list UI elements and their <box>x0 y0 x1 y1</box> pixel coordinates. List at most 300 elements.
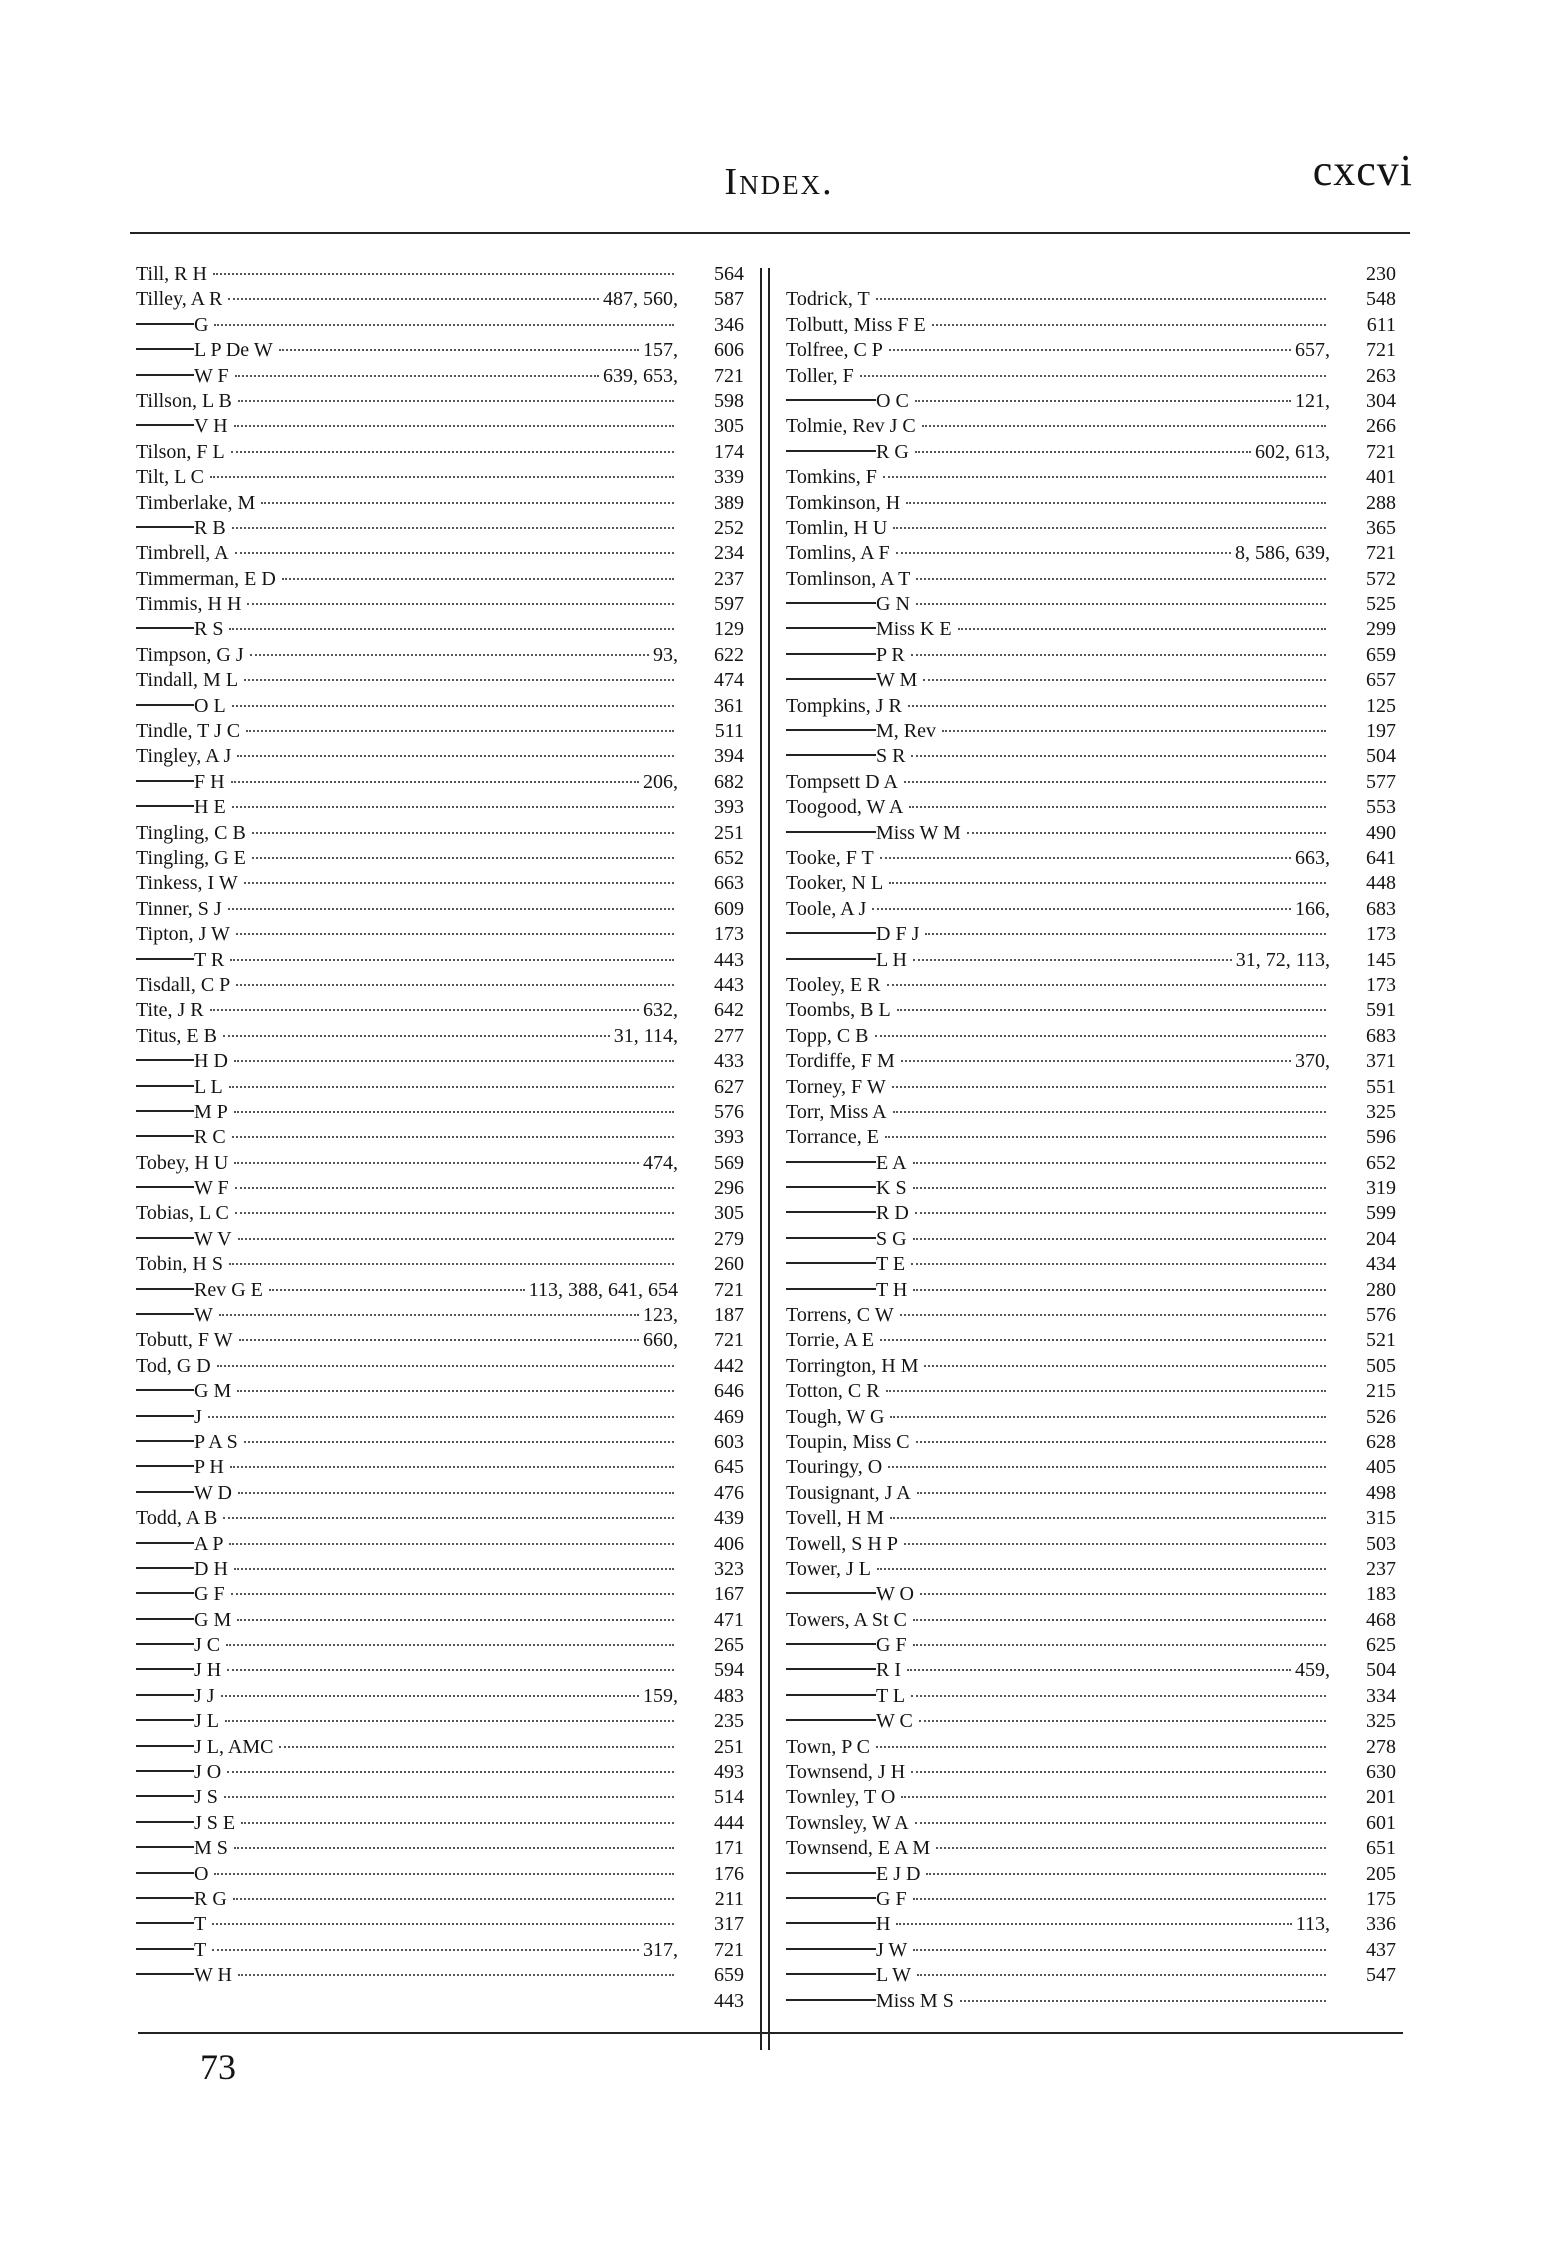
entry-name-text: J L <box>194 1710 219 1733</box>
dot-leader <box>893 526 1326 529</box>
index-entry <box>136 1278 744 1303</box>
index-entry <box>136 465 744 490</box>
entry-name-text: J J <box>194 1684 215 1707</box>
index-column-left <box>136 262 744 2014</box>
dot-leader <box>225 1719 674 1722</box>
entry-page: 611 <box>1366 313 1396 336</box>
entry-name <box>786 465 879 490</box>
entry-name-text: Towers, A St C <box>786 1608 907 1631</box>
entry-page: 448 <box>1366 872 1396 895</box>
entry-page: 288 <box>1366 491 1396 514</box>
entry-name-text: Tindle, T J C <box>136 720 241 743</box>
index-entry <box>136 770 744 795</box>
dot-leader <box>214 1872 674 1875</box>
entry-name <box>786 491 902 516</box>
entry-page: 551 <box>1366 1075 1396 1098</box>
index-entry <box>136 262 744 287</box>
entry-extra-pages: 123, <box>643 1304 678 1327</box>
ditto-dash <box>136 779 194 782</box>
entry-name-text: Tooker, N L <box>786 872 884 895</box>
index-entry <box>786 1633 1396 1658</box>
entry-name <box>786 1862 922 1887</box>
entry-page: 503 <box>1366 1532 1396 1555</box>
entry-name-text: Townley, T O <box>786 1786 896 1809</box>
entry-page: 663 <box>714 872 744 895</box>
entry-name-text: W V <box>194 1227 232 1250</box>
entry-name <box>136 1963 234 1988</box>
entry-name <box>786 973 883 998</box>
entry-name-text: O C <box>876 389 909 412</box>
entry-page: 483 <box>714 1684 744 1707</box>
index-entry <box>786 1836 1396 1861</box>
dot-leader <box>915 450 1251 453</box>
ditto-dash <box>136 1820 194 1823</box>
ditto-dash <box>136 957 194 960</box>
dot-leader <box>900 1313 1326 1316</box>
entry-page: 469 <box>714 1405 744 1428</box>
entry-name <box>786 440 911 465</box>
entry-name-text: Toupin, Miss C <box>786 1430 910 1453</box>
entry-page: 443 <box>714 948 744 971</box>
entry-name <box>136 1405 204 1430</box>
index-entry <box>136 1811 744 1836</box>
entry-name-text: Townsend, J H <box>786 1761 906 1784</box>
entry-name <box>136 1658 223 1683</box>
index-entry <box>136 313 744 338</box>
entry-extra-pages: 639, 653, <box>603 364 678 387</box>
entry-name <box>786 1252 907 1277</box>
entry-name <box>786 1811 911 1836</box>
entry-name <box>786 1379 882 1404</box>
entry-page: 129 <box>714 618 744 641</box>
dot-leader <box>282 577 674 580</box>
entry-page: 251 <box>714 821 744 844</box>
index-entry <box>786 948 1396 973</box>
index-entry <box>136 1912 744 1937</box>
dot-leader <box>223 1034 610 1037</box>
dot-leader <box>913 1948 1326 1951</box>
entry-page: 442 <box>714 1354 744 1377</box>
entry-page: 439 <box>714 1507 744 1530</box>
entry-name-text: M, Rev <box>876 720 936 743</box>
index-entry <box>786 567 1396 592</box>
dot-leader <box>234 1846 674 1849</box>
dot-leader <box>876 1745 1326 1748</box>
dot-leader <box>219 1313 639 1316</box>
dot-leader <box>229 1542 674 1545</box>
entry-page: 252 <box>714 516 744 539</box>
entry-name-text: Titus, E B <box>136 1024 217 1047</box>
dot-leader <box>246 729 674 732</box>
entry-name <box>786 1938 909 1963</box>
entry-page: 622 <box>714 643 744 666</box>
index-entry <box>136 1430 744 1455</box>
entry-name <box>136 973 232 998</box>
dot-leader <box>917 1491 1326 1494</box>
dot-leader <box>223 1516 674 1519</box>
entry-page: 204 <box>1366 1227 1396 1250</box>
entry-name-text: W C <box>876 1710 913 1733</box>
dot-leader <box>913 1618 1326 1621</box>
index-entry <box>136 1100 744 1125</box>
entry-name <box>786 1075 888 1100</box>
entry-name <box>786 1912 892 1937</box>
ditto-dash <box>786 1947 876 1950</box>
dot-leader <box>238 1491 674 1494</box>
entry-name-text: Tobutt, F W <box>136 1329 233 1352</box>
entry-name-text: A P <box>194 1532 224 1555</box>
index-entry <box>786 1532 1396 1557</box>
entry-page: 659 <box>714 1964 744 1987</box>
entry-page: 263 <box>1366 364 1396 387</box>
entry-extra-pages: 8, 586, 639, <box>1235 542 1330 565</box>
dot-leader <box>236 983 674 986</box>
ditto-dash <box>786 1896 876 1899</box>
dot-leader <box>915 1821 1326 1824</box>
entry-page: 176 <box>714 1862 744 1885</box>
entry-page: 641 <box>1366 846 1396 869</box>
entry-page: 657 <box>1366 669 1396 692</box>
entry-page: 173 <box>1366 973 1396 996</box>
dot-leader <box>889 881 1326 884</box>
entry-extra-pages: 660, <box>643 1329 678 1352</box>
index-entry <box>136 1303 744 1328</box>
dot-leader <box>208 1415 674 1418</box>
entry-name <box>136 1201 231 1226</box>
entry-name-text: Tinkess, I W <box>136 872 238 895</box>
index-entry <box>786 313 1396 338</box>
dot-leader <box>936 1846 1326 1849</box>
entry-extra-pages: 121, <box>1295 389 1330 412</box>
entry-name <box>786 998 893 1023</box>
entry-name-text: Timbrell, A <box>136 542 229 565</box>
index-entry <box>786 1278 1396 1303</box>
ditto-dash <box>136 1845 194 1848</box>
entry-name <box>136 1532 225 1557</box>
entry-name-text: P H <box>194 1456 224 1479</box>
dot-leader <box>232 805 674 808</box>
entry-name-text: Miss K E <box>876 618 952 641</box>
entry-name-text: R S <box>194 618 224 641</box>
index-entry <box>786 922 1396 947</box>
entry-name <box>786 338 885 363</box>
entry-name-text: H E <box>194 796 226 819</box>
entry-page: 476 <box>714 1481 744 1504</box>
dot-leader <box>235 1186 674 1189</box>
entry-page: 628 <box>1366 1430 1396 1453</box>
entry-name <box>786 617 954 642</box>
entry-name <box>786 1481 913 1506</box>
entry-name <box>786 364 856 389</box>
index-entry <box>786 1963 1396 1988</box>
entry-name <box>136 1125 228 1150</box>
entry-name <box>786 1735 872 1760</box>
ditto-dash <box>136 1972 194 1975</box>
dot-leader <box>234 424 674 427</box>
dot-leader <box>919 1719 1326 1722</box>
entry-page: 547 <box>1366 1964 1396 1987</box>
index-entry <box>136 414 744 439</box>
entry-name-text: H D <box>194 1050 228 1073</box>
entry-page: 511 <box>714 720 744 743</box>
index-entry <box>136 1658 744 1683</box>
index-entry <box>786 1557 1396 1582</box>
index-entry <box>786 1405 1396 1430</box>
dot-leader <box>911 1770 1326 1773</box>
ditto-dash <box>136 1744 194 1747</box>
index-entry <box>136 1582 744 1607</box>
entry-name-text: E A <box>876 1151 907 1174</box>
entry-name <box>786 1506 886 1531</box>
entry-name-text: L H <box>876 948 907 971</box>
entry-name <box>136 1379 233 1404</box>
index-entry <box>136 440 744 465</box>
entry-name-text: H <box>876 1913 891 1936</box>
entry-name <box>136 1862 210 1887</box>
entry-name-text: Tomlin, H U <box>786 516 888 539</box>
ditto-dash <box>136 1871 194 1874</box>
dot-leader <box>876 297 1326 300</box>
ditto-dash <box>786 677 876 680</box>
entry-page: 576 <box>714 1100 744 1123</box>
ditto-dash <box>786 830 876 833</box>
entry-page: 235 <box>714 1710 744 1733</box>
ditto-dash <box>136 1794 194 1797</box>
entry-name-text: W M <box>876 669 918 692</box>
entry-name-text: J S <box>194 1786 218 1809</box>
dot-leader <box>247 602 674 605</box>
entry-name-text: M P <box>194 1100 228 1123</box>
entry-name-text: Tooke, F T <box>786 846 874 869</box>
dot-leader <box>907 1668 1291 1671</box>
entry-name-text: Tomlins, A F <box>786 542 890 565</box>
index-entry <box>786 643 1396 668</box>
index-entry <box>136 668 744 693</box>
dot-leader <box>901 1795 1326 1798</box>
dot-leader <box>229 1262 674 1265</box>
entry-name-text: R D <box>876 1202 909 1225</box>
index-entry <box>136 1608 744 1633</box>
dot-leader <box>886 1389 1326 1392</box>
ditto-dash <box>136 804 194 807</box>
entry-page: 361 <box>714 694 744 717</box>
entry-name-text: L L <box>194 1075 223 1098</box>
entry-page: 652 <box>1366 1151 1396 1174</box>
entry-page: 598 <box>714 389 744 412</box>
entry-name-text: Torrance, E <box>786 1126 879 1149</box>
entry-name-text: Tower, J L <box>786 1557 871 1580</box>
ditto-dash <box>786 753 876 756</box>
entry-name <box>786 1836 932 1861</box>
dot-leader <box>213 272 674 275</box>
entry-page: 646 <box>714 1380 744 1403</box>
entry-name-text: Miss M S <box>876 1989 954 2012</box>
entry-name-text: G <box>194 313 209 336</box>
dot-leader <box>896 1922 1291 1925</box>
ditto-dash <box>786 1972 876 1975</box>
entry-name-text: Miss W M <box>876 821 961 844</box>
entry-page: 591 <box>1366 999 1396 1022</box>
entry-name-text: J O <box>194 1761 222 1784</box>
entry-name <box>136 1481 234 1506</box>
entry-name-text: J S E <box>194 1811 236 1834</box>
entry-page: 317 <box>714 1913 744 1936</box>
entry-page: 265 <box>714 1634 744 1657</box>
entry-page: 325 <box>1366 1100 1396 1123</box>
entry-page: 659 <box>1366 643 1396 666</box>
entry-name-text: Toombs, B L <box>786 999 891 1022</box>
index-entry <box>786 1887 1396 1912</box>
dot-leader <box>922 424 1326 427</box>
ditto-dash <box>136 1591 194 1594</box>
ditto-dash <box>136 347 194 350</box>
index-entry <box>786 1582 1396 1607</box>
entry-name <box>136 1887 229 1912</box>
entry-extra-pages: 657, <box>1295 339 1330 362</box>
index-entry <box>786 1201 1396 1226</box>
entry-name-text: T E <box>876 1253 906 1276</box>
index-entry <box>136 1887 744 1912</box>
dot-leader <box>210 1008 639 1011</box>
entry-page: 171 <box>714 1837 744 1860</box>
entry-name-text: F H <box>194 770 225 793</box>
index-entry <box>786 1303 1396 1328</box>
index-entry <box>786 897 1396 922</box>
dot-leader <box>236 932 674 935</box>
entry-name <box>786 694 904 719</box>
index-entry <box>786 1176 1396 1201</box>
entry-name-text: G F <box>876 1634 907 1657</box>
entry-page: 323 <box>714 1557 744 1580</box>
entry-extra-pages: 159, <box>643 1684 678 1707</box>
dot-leader <box>241 1821 674 1824</box>
entry-page: 215 <box>1366 1380 1396 1403</box>
entry-name <box>136 719 242 744</box>
index-entry <box>136 1379 744 1404</box>
entry-name-text: Townsend, E A M <box>786 1837 931 1860</box>
entry-page: 145 <box>1366 948 1396 971</box>
entry-name <box>136 1633 222 1658</box>
index-entry <box>786 1227 1396 1252</box>
entry-page: 721 <box>714 364 744 387</box>
dot-leader <box>913 1897 1326 1900</box>
ditto-dash <box>136 1388 194 1391</box>
ditto-dash <box>786 626 876 629</box>
column-divider <box>760 268 770 2050</box>
dot-leader <box>238 399 674 402</box>
dot-leader <box>237 754 674 757</box>
entry-page: 606 <box>714 339 744 362</box>
dot-leader <box>892 1085 1326 1088</box>
dot-leader <box>252 856 674 859</box>
ditto-dash <box>786 652 876 655</box>
entry-name <box>786 922 921 947</box>
index-entry <box>786 617 1396 642</box>
dot-leader <box>913 1186 1326 1189</box>
dot-leader <box>872 907 1291 910</box>
entry-extra-pages: 31, 72, 113, <box>1235 948 1330 971</box>
ditto-dash <box>786 957 876 960</box>
entry-page: 577 <box>1366 770 1396 793</box>
entry-page: 721 <box>1366 339 1396 362</box>
entry-page: 260 <box>714 1253 744 1276</box>
ditto-dash <box>786 1591 876 1594</box>
index-entry <box>786 1024 1396 1049</box>
index-entry <box>786 668 1396 693</box>
ditto-dash <box>786 1261 876 1264</box>
dot-leader <box>883 475 1326 478</box>
entry-name-text: Timmerman, E D <box>136 567 276 590</box>
index-entry <box>136 541 744 566</box>
entry-page: 599 <box>1366 1202 1396 1225</box>
entry-name-text: Toogood, W A <box>786 796 904 819</box>
entry-name-text: Tipton, J W <box>136 923 230 946</box>
entry-name <box>786 643 907 668</box>
ditto-dash <box>136 1058 194 1061</box>
index-entry <box>786 1658 1396 1683</box>
dot-leader <box>925 932 1326 935</box>
entry-name <box>786 897 868 922</box>
entry-name-text: K S <box>876 1177 907 1200</box>
entry-name <box>786 1227 909 1252</box>
index-entry <box>786 414 1396 439</box>
entry-page: 594 <box>714 1659 744 1682</box>
dot-leader <box>896 551 1231 554</box>
entry-name-text: Tillson, L B <box>136 389 232 412</box>
entry-extra-pages: 370, <box>1295 1050 1330 1073</box>
index-entry <box>786 1989 1396 2014</box>
entry-name <box>136 1938 208 1963</box>
entry-name <box>786 1024 871 1049</box>
entry-name <box>136 1278 265 1303</box>
index-entry <box>786 795 1396 820</box>
dot-leader <box>231 780 639 783</box>
entry-name <box>136 668 240 693</box>
entry-name-text: Tilt, L C <box>136 466 204 489</box>
entry-page: 339 <box>714 466 744 489</box>
dot-leader <box>232 526 674 529</box>
dot-leader <box>924 1364 1326 1367</box>
entry-name-text: R C <box>194 1126 226 1149</box>
index-entry <box>786 287 1396 312</box>
entry-name-text: Tomlinson, A T <box>786 567 911 590</box>
entry-name-text: Tordiffe, F M <box>786 1050 895 1073</box>
dot-leader <box>889 348 1291 351</box>
dot-leader <box>221 1694 639 1697</box>
entry-name <box>786 1100 889 1125</box>
entry-name-text: O L <box>194 694 226 717</box>
entry-page: 401 <box>1366 466 1396 489</box>
entry-name <box>786 287 872 312</box>
entry-name <box>136 1354 213 1379</box>
entry-page: 346 <box>714 313 744 336</box>
ditto-dash <box>136 1490 194 1493</box>
ditto-dash <box>786 728 876 731</box>
entry-page: 468 <box>1366 1608 1396 1631</box>
entry-name <box>136 1227 234 1252</box>
dot-leader <box>269 1288 525 1291</box>
entry-name-text: Todrick, T <box>786 288 870 311</box>
ditto-dash <box>136 1617 194 1620</box>
ditto-dash <box>136 1414 194 1417</box>
ditto-dash <box>136 1236 194 1239</box>
entry-name <box>136 440 227 465</box>
entry-name <box>136 1785 220 1810</box>
entry-name <box>136 389 234 414</box>
index-entry <box>136 567 744 592</box>
entry-name-text: T <box>194 1938 207 1961</box>
entry-page: 174 <box>714 440 744 463</box>
